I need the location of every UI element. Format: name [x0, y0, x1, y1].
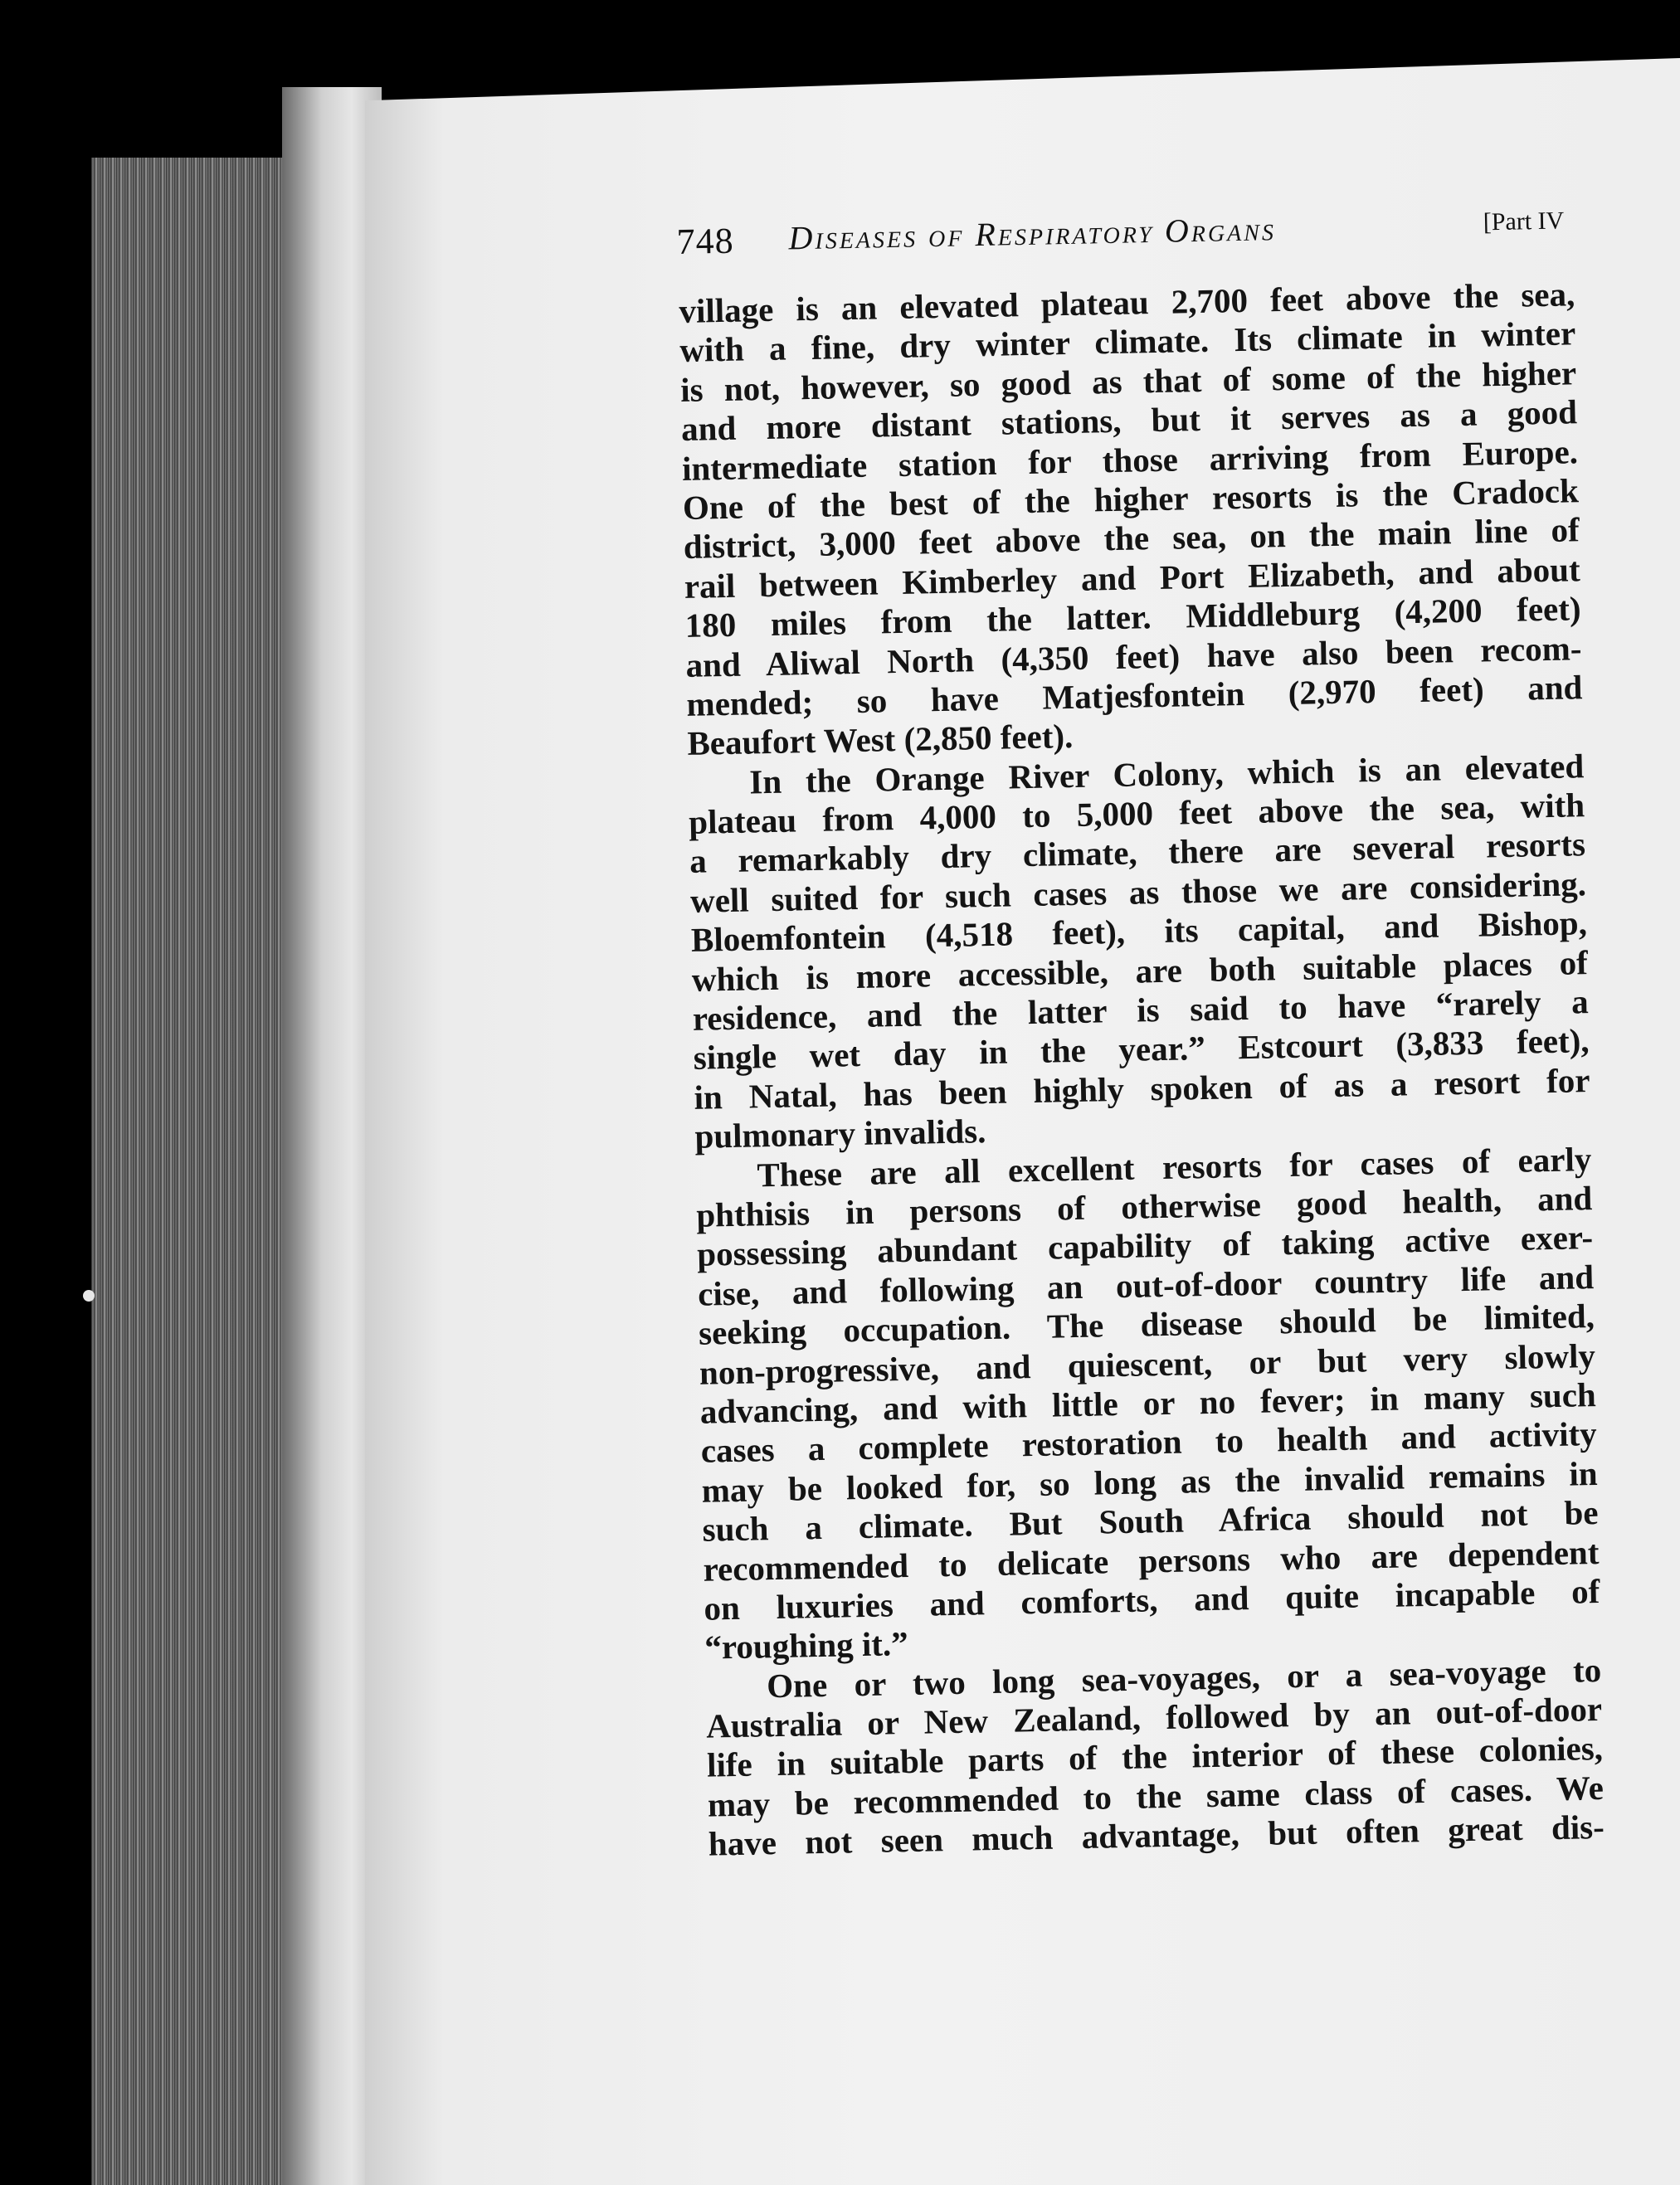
text-line: recommended to delicate persons who are dependent: [703, 1532, 1600, 1589]
text-line: advancing, and with little or no fever; in many such: [699, 1375, 1597, 1431]
text-line: in Natal, has been highly spoken of as a resort for: [694, 1060, 1590, 1117]
text-line: is not, however, so good as that of some of the higher: [679, 353, 1577, 409]
part-label: [Part IV: [1483, 207, 1565, 236]
text-line: cise, and following an out-of-door country life and: [697, 1257, 1595, 1313]
text-line: seeking occupation. The disease should be limited,: [698, 1297, 1595, 1352]
text-line: These are all excellent resorts for cases of early: [757, 1139, 1592, 1194]
text-line: such a climate. But South Africa should not be: [702, 1493, 1599, 1549]
text-line: may be recommended to the same class of cases. We: [707, 1768, 1605, 1824]
text-line: Australia or New Zealand, followed by an out-of-door: [705, 1690, 1603, 1745]
running-title: Diseases of Respiratory Organs: [788, 210, 1277, 257]
text-line: intermediate station for those arriving from Europe.: [681, 431, 1579, 488]
text-line: on luxuries and comforts, and quite incapable of: [704, 1571, 1600, 1628]
text-line: phthisis in persons of otherwise good health, and: [695, 1179, 1593, 1234]
text-line: possessing abundant capability of taking active exer-: [696, 1218, 1594, 1274]
text-line: Bloemfontein (4,518 feet), its capital, and Bishop,: [690, 903, 1588, 960]
text-line: which is more accessible, are both suitable places of: [691, 942, 1589, 999]
text-line: may be looked for, so long as the invalid remains in: [701, 1453, 1598, 1510]
text-line: One of the best of the higher resorts is the Cradock: [682, 471, 1580, 527]
text-line: district, 3,000 feet above the sea, on the main line of: [683, 510, 1580, 567]
text-line: have not seen much advantage, but often great dis-: [708, 1808, 1605, 1863]
text-line: Beaufort West (2,850 feet).: [687, 717, 1074, 763]
text-line: a remarkably dry climate, there are several resorts: [689, 825, 1586, 881]
text-line: “roughing it.”: [704, 1624, 909, 1667]
text-line: One or two long sea-voyages, or a sea-voyage to: [766, 1650, 1602, 1705]
text-line: life in suitable parts of the interior of these colonies,: [706, 1729, 1604, 1785]
text-line: well suited for such cases as those we are considering.: [689, 864, 1587, 920]
text-line: pulmonary invalids.: [694, 1112, 986, 1156]
text-line: village is an elevated plateau 2,700 feet above the sea,: [679, 275, 1575, 330]
text-line: non-progressive, and quiescent, or but very slowly: [699, 1336, 1596, 1392]
text-line: with a fine, dry winter climate. Its climate in winter: [679, 314, 1576, 370]
text-line: plateau from 4,000 to 5,000 feet above the sea, with: [688, 786, 1585, 841]
text-line: cases a complete restoration to health and activity: [700, 1414, 1598, 1471]
text-line: and more distant stations, but it serves as a good: [680, 392, 1578, 449]
text-line: single wet day in the year.” Estcourt (3,833 feet),: [693, 1021, 1590, 1078]
body-text: [679, 275, 1605, 1864]
text-line: and Aliwal North (4,350 feet) have also been recom-: [685, 628, 1582, 684]
text-line: mended; so have Matjesfontein (2,970 feet) and: [686, 668, 1583, 723]
text-line: 180 miles from the latter. Middleburg (4,200 feet): [684, 589, 1581, 645]
text-line: residence, and the latter is said to have “rarely a: [692, 982, 1590, 1038]
text-line: In the Orange River Colony, which is an elevated: [748, 746, 1585, 801]
text-line: rail between Kimberley and Port Elizabeth, and about: [684, 549, 1581, 606]
scan-artifact: [83, 1290, 95, 1302]
page-number: 748: [676, 220, 735, 262]
